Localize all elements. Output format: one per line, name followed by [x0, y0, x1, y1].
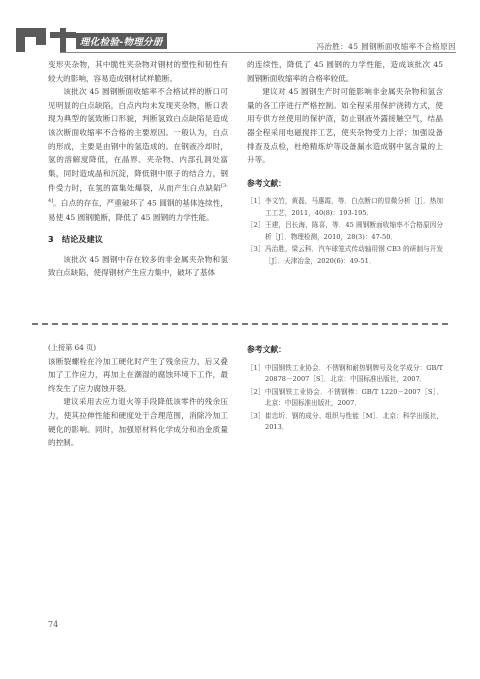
header-rule [60, 52, 456, 53]
reference-text: 崔忠圻．钢的成分、组织与性能［M］．北京：科学出版社，2013． [265, 411, 443, 432]
reference-number: ［1］ [247, 197, 265, 206]
reference-number: ［3］ [247, 245, 265, 254]
reference-number: ［2］ [247, 387, 265, 396]
reference-item [247, 411, 443, 434]
page-number: 74 [48, 620, 59, 629]
paragraph: 该批次 45 圆钢中存在较多的非金属夹杂物和氢致白点缺陷，使得钢材产生应力集中，破坏了基体 [48, 254, 228, 278]
paragraph: 该断裂螺栓在冷加工硬化时产生了残余应力，后又叠加了工作应力，再加上在潮湿的腐蚀环境下工作，最终发生了应力腐蚀开裂。 [48, 356, 228, 393]
paragraph-text: 该批次 45 圆钢断面收缩率不合格试样的断口可见明显的白点缺陷，白点内均未发现夹杂物，断口表现为典型的氢致断口形貌，判断氢致白点缺陷是造成该次断面收缩率不合格的主要原因。一般认为，白点的形成，主要是由钢中的氢造成的。在钢液冷却时，氢的溶解度降低，在晶界、夹杂物、内部孔洞处富集，同时造成晶和沉淀，降低钢中原子的结合力，钢件受力时，在氢的富集处爆裂，从而产生白点缺陷 [48, 87, 228, 193]
top-right-column [247, 58, 443, 268]
citation: [3-4] [48, 183, 228, 205]
reference-text: 冯治胜，梁云科．汽车球笼式传动轴用钢 CB3 的研制与开发［J］．天津冶金，2020(6)：49-51． [265, 245, 443, 265]
reference-text: 中国钢铁工业协会．不锈钢和耐热钢牌号及化学成分：GB/T 20878－2007［S］．北京：中国标准出版社，2007． [265, 363, 443, 384]
section-heading: 3 结论及建议 [48, 234, 103, 245]
paragraph: 变形夹杂物，其中脆性夹杂物对钢材的塑性和韧性有较大的影响，容易造成钢材试样脆断。 [48, 60, 228, 83]
references-heading: 参考文献： [247, 178, 286, 188]
reference-number: ［2］ [247, 221, 265, 230]
logo-mark-icon [16, 28, 76, 52]
paragraph: 的连续性，降低了 45 圆钢的力学性能，造成该批次 45 圆钢断面收缩率的合格率较低。 [247, 60, 443, 83]
paragraph [48, 85, 228, 224]
bottom-left-column [48, 341, 228, 450]
reference-number: ［3］ [247, 411, 265, 420]
top-left-column [48, 58, 228, 280]
references-heading: 参考文献： [247, 345, 286, 354]
paragraph: 建议对 45 圆钢生产时可能影响非金属夹杂物和氢含量的各工序进行严格控制。如全程采用保护浇铸方式，使用专供方丝使用的保护渣，防止钢液外露接触空气，结晶器全程采用电磁搅拌工艺，使夹杂物受力上浮；加强设备排查及点检，杜绝精炼炉等设备漏水造成钢中氢含量的上升等。 [247, 87, 443, 165]
reference-text: 李文竹，黄磊，马惠霞，等．白点断口的显微分析［J］．热加工工艺，2011，40(8)：193-195． [265, 197, 443, 217]
reference-text: 中国钢铁工业协会．不锈钢棒：GB/T 1220－2007［S］．北京：中国标准出版社，2007． [265, 387, 443, 408]
logo-text: 理化检验-物理分册 [76, 33, 167, 49]
paragraph: 建议采用去应力退火等手段降低该零件的残余压力，使其拉伸性能和硬度处于合理范围，消除冷加工硬化的影响。同时，加强原材料化学成分和冶金质量的控制。 [48, 397, 228, 448]
journal-logo [16, 28, 166, 52]
reference-text: 王建，吕长海，陈喜，等．45 圆钢断面收缩率不合格原因分析［J］．物理检测，2010，28(3)：47-50． [265, 221, 443, 241]
reference-item [247, 244, 443, 267]
reference-item [247, 363, 443, 386]
paragraph-text: 。白点的存在，严重破坏了 45 圆钢的基体连续性，易使 45 圆钢脆断，降低了 45 圆钢的力学性能。 [48, 199, 228, 222]
reference-item [247, 220, 443, 243]
reference-item [247, 196, 443, 219]
bottom-right-column [247, 341, 443, 435]
article-separator [32, 323, 448, 325]
running-title: 冯治胜：45 圆钢断面收缩率不合格原因 [316, 42, 456, 51]
reference-number: ［1］ [247, 363, 265, 372]
continued-note: (上接第 64 页) [48, 343, 97, 352]
reference-item [247, 387, 443, 410]
